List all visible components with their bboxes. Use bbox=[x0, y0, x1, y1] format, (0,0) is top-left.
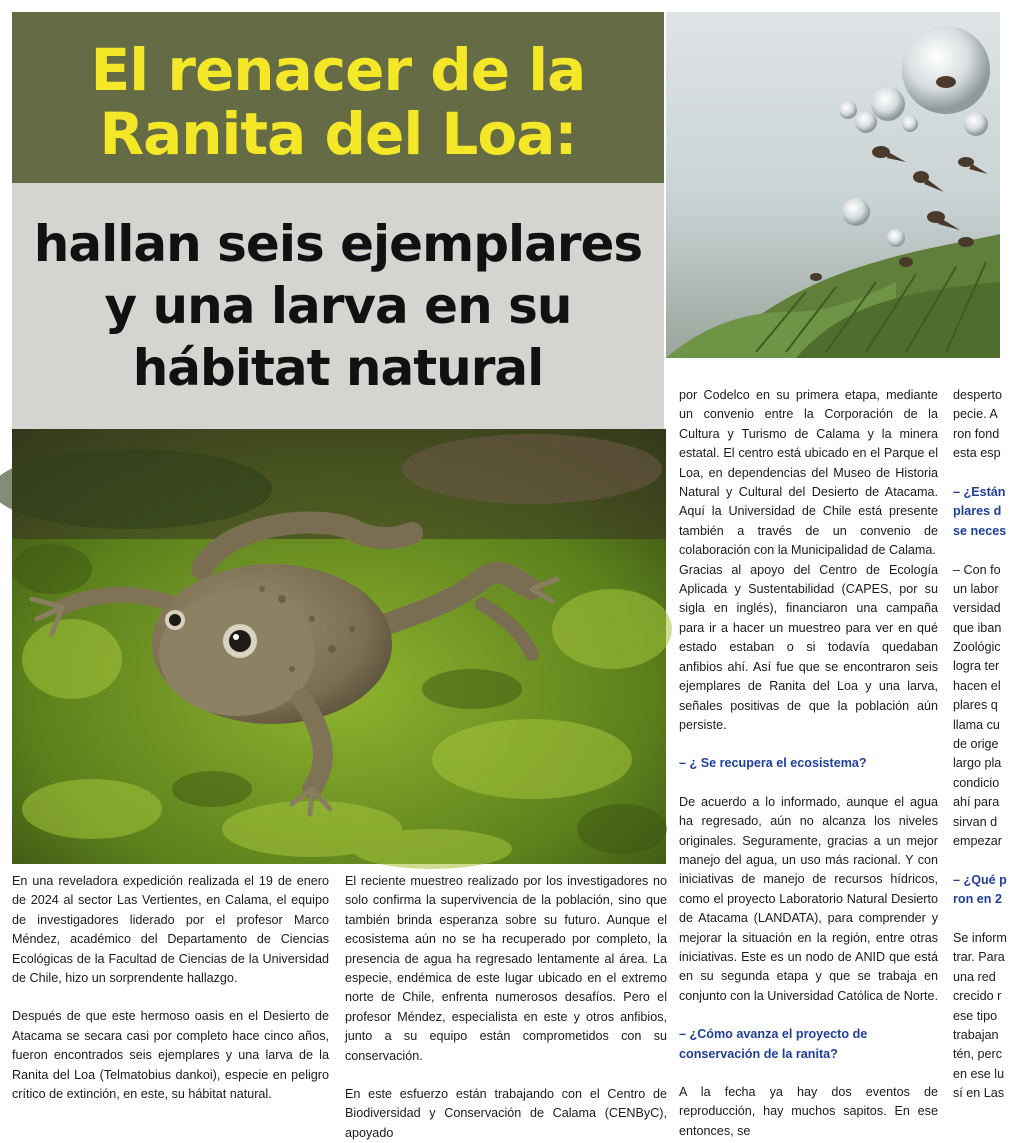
subheadline-block bbox=[12, 183, 664, 429]
headline-block bbox=[12, 12, 664, 183]
cropped-text-line: trabajan bbox=[953, 1027, 999, 1042]
cropped-text-line: tén, perc bbox=[953, 1047, 1003, 1062]
cropped-text-line bbox=[953, 910, 1013, 929]
cropped-text-line: desperto bbox=[953, 388, 1003, 402]
paragraph: A la fecha ya hay dos eventos de reproducción, hay muchos sapitos. En ese entonces, se bbox=[679, 1085, 938, 1138]
section-heading: – ¿ Se recupera el ecosistema? bbox=[679, 756, 867, 771]
cropped-text-line: se neces bbox=[953, 523, 1007, 538]
cropped-text-line bbox=[953, 464, 1013, 483]
article-column-3 bbox=[679, 386, 938, 1141]
cropped-text-line: hacen el bbox=[953, 678, 1001, 693]
cropped-text-line: un labor bbox=[953, 581, 999, 596]
cropped-text-line: que iban bbox=[953, 620, 1002, 635]
article-column-1 bbox=[12, 872, 329, 1104]
cropped-text-line bbox=[953, 541, 1013, 560]
cropped-text-line: largo pla bbox=[953, 756, 1002, 771]
paragraph: En este esfuerzo están trabajando con el Centro de Biodiversidad y Conservación de Calama (CENByC), apoyado bbox=[345, 1087, 667, 1140]
cropped-text-line bbox=[953, 851, 1013, 870]
article-column-2 bbox=[345, 872, 667, 1143]
cropped-text-line: pecie. A bbox=[953, 407, 998, 422]
cropped-text-line: empezar bbox=[953, 833, 1002, 848]
article-column-4-cropped bbox=[953, 386, 1013, 1131]
paragraph: Después de que este hermoso oasis en el Desierto de Atacama se secara casi por completo hace cinco años, fueron encontrados seis ejemplares y una larva de la Ranita del Loa (Telmatobius dankoi), especie en peligro crítico de extinción, en este, su hábitat natural. bbox=[12, 1009, 329, 1102]
cropped-text-line: sirvan d bbox=[953, 814, 998, 829]
cropped-text-line: versidad bbox=[953, 601, 1001, 616]
paragraph: por Codelco en su primera etapa, mediante un convenio entre la Corporación de la Cultura y Turismo de Calama y la minera estatal. El centro está ubicado en el Parque el Loa, en dependencias del Museo de Historia Natural y Cultural del Desierto de Atacama. Aquí la Universidad de Chile está presente también a través de un convenio de colaboración con la Municipalidad de Calama. bbox=[679, 388, 938, 558]
cropped-text-line: Zoológic bbox=[953, 640, 1001, 655]
cropped-text-line: ron en 2 bbox=[953, 892, 1002, 907]
subheadline-line-3: hábitat natural bbox=[132, 339, 544, 397]
cropped-text-line: crecido r bbox=[953, 989, 1002, 1004]
paragraph: Gracias al apoyo del Centro de Ecología Aplicada y Sustentabilidad (CAPES, por su sigla en inglés), financiaron una campaña para ir a hacer un muestreo para ver en qué estado estaban o si todavía quedaban anfibios ahí. Así fue que se encontraron seis ejemplares de Ranita del Loa y una larva, señales positivas de que la población aún persiste. bbox=[679, 562, 938, 732]
cropped-text-line: ahí para bbox=[953, 795, 1000, 810]
cropped-text-line: una red bbox=[953, 969, 996, 984]
cropped-text-line: llama cu bbox=[953, 717, 1000, 732]
cropped-text-line: ese tipo bbox=[953, 1008, 998, 1023]
cropped-text-line: trar. Para bbox=[953, 950, 1005, 965]
section-heading: – ¿Cómo avanza el proyecto de conservación de la ranita? bbox=[679, 1027, 868, 1061]
headline-line-2: Ranita del Loa: bbox=[99, 100, 577, 168]
cropped-text-line: esta esp bbox=[953, 446, 1001, 461]
cropped-text-line: en ese lu bbox=[953, 1066, 1005, 1081]
cropped-text-line: Se inform bbox=[953, 930, 1007, 945]
subheadline-line-2: y una larva en su bbox=[104, 277, 572, 335]
paragraph: De acuerdo a lo informado, aunque el agua ha regresado, aún no alcanza los niveles originales. Seguramente, gracias a un mejor manejo del agua, un uso más racional. Y con iniciativas de manejo de recursos hídricos, como el proyecto Laboratorio Natural Desierto de Atacama (LANDATA), para comprender y mejorar la situación en la región, entre otras iniciativas. Este es un nodo de ANID que está en su segunda etapa y que se trabaja en conjunto con la Universidad Católica de Norte. bbox=[679, 794, 939, 1003]
cropped-text-line: plares q bbox=[953, 698, 998, 713]
cropped-text-line: condicio bbox=[953, 775, 1000, 790]
cropped-text-line: sí en Las bbox=[953, 1086, 1005, 1101]
paragraph: En una reveladora expedición realizada el 19 de enero de 2024 al sector Las Vertientes, en Calama, el equipo de investigadores liderado por el profesor Marco Méndez, académico del Departamento de Ciencias Ecológicas de la Facultad de Ciencias de la Universidad de Chile, hizo un sorprendente hallazgo. bbox=[12, 874, 329, 986]
subheadline-line-1: hallan seis ejemplares bbox=[33, 215, 643, 273]
tadpoles-photo bbox=[666, 12, 1000, 358]
cropped-text-line: ron fond bbox=[953, 426, 1000, 441]
paragraph: El reciente muestreo realizado por los investigadores no solo confirma la supervivencia de la población, sino que también brinda esperanza sobre su futuro. Aunque el ecosistema aún no se ha recuperado por completo, la presencia de agua ha regresado lentamente al área. La especie, endémica de este lugar ubicado en el extremo norte de Chile, enfrenta numerosos desafíos. Pero el profesor Méndez, especialista en este y otros anfibios, junto a su equipo están comprometidos con su conservación. bbox=[345, 874, 667, 1063]
cropped-text-line: – Con fo bbox=[953, 562, 1001, 577]
cropped-text-line: – ¿Qué p bbox=[953, 872, 1007, 887]
cropped-text-line: – ¿Están bbox=[953, 484, 1006, 499]
cropped-text-line: de orige bbox=[953, 737, 999, 752]
frog-photo bbox=[12, 429, 666, 864]
cropped-text-line: plares d bbox=[953, 504, 1002, 519]
cropped-text-line: logra ter bbox=[953, 659, 1000, 674]
headline-line-1: El renacer de la bbox=[90, 36, 586, 104]
